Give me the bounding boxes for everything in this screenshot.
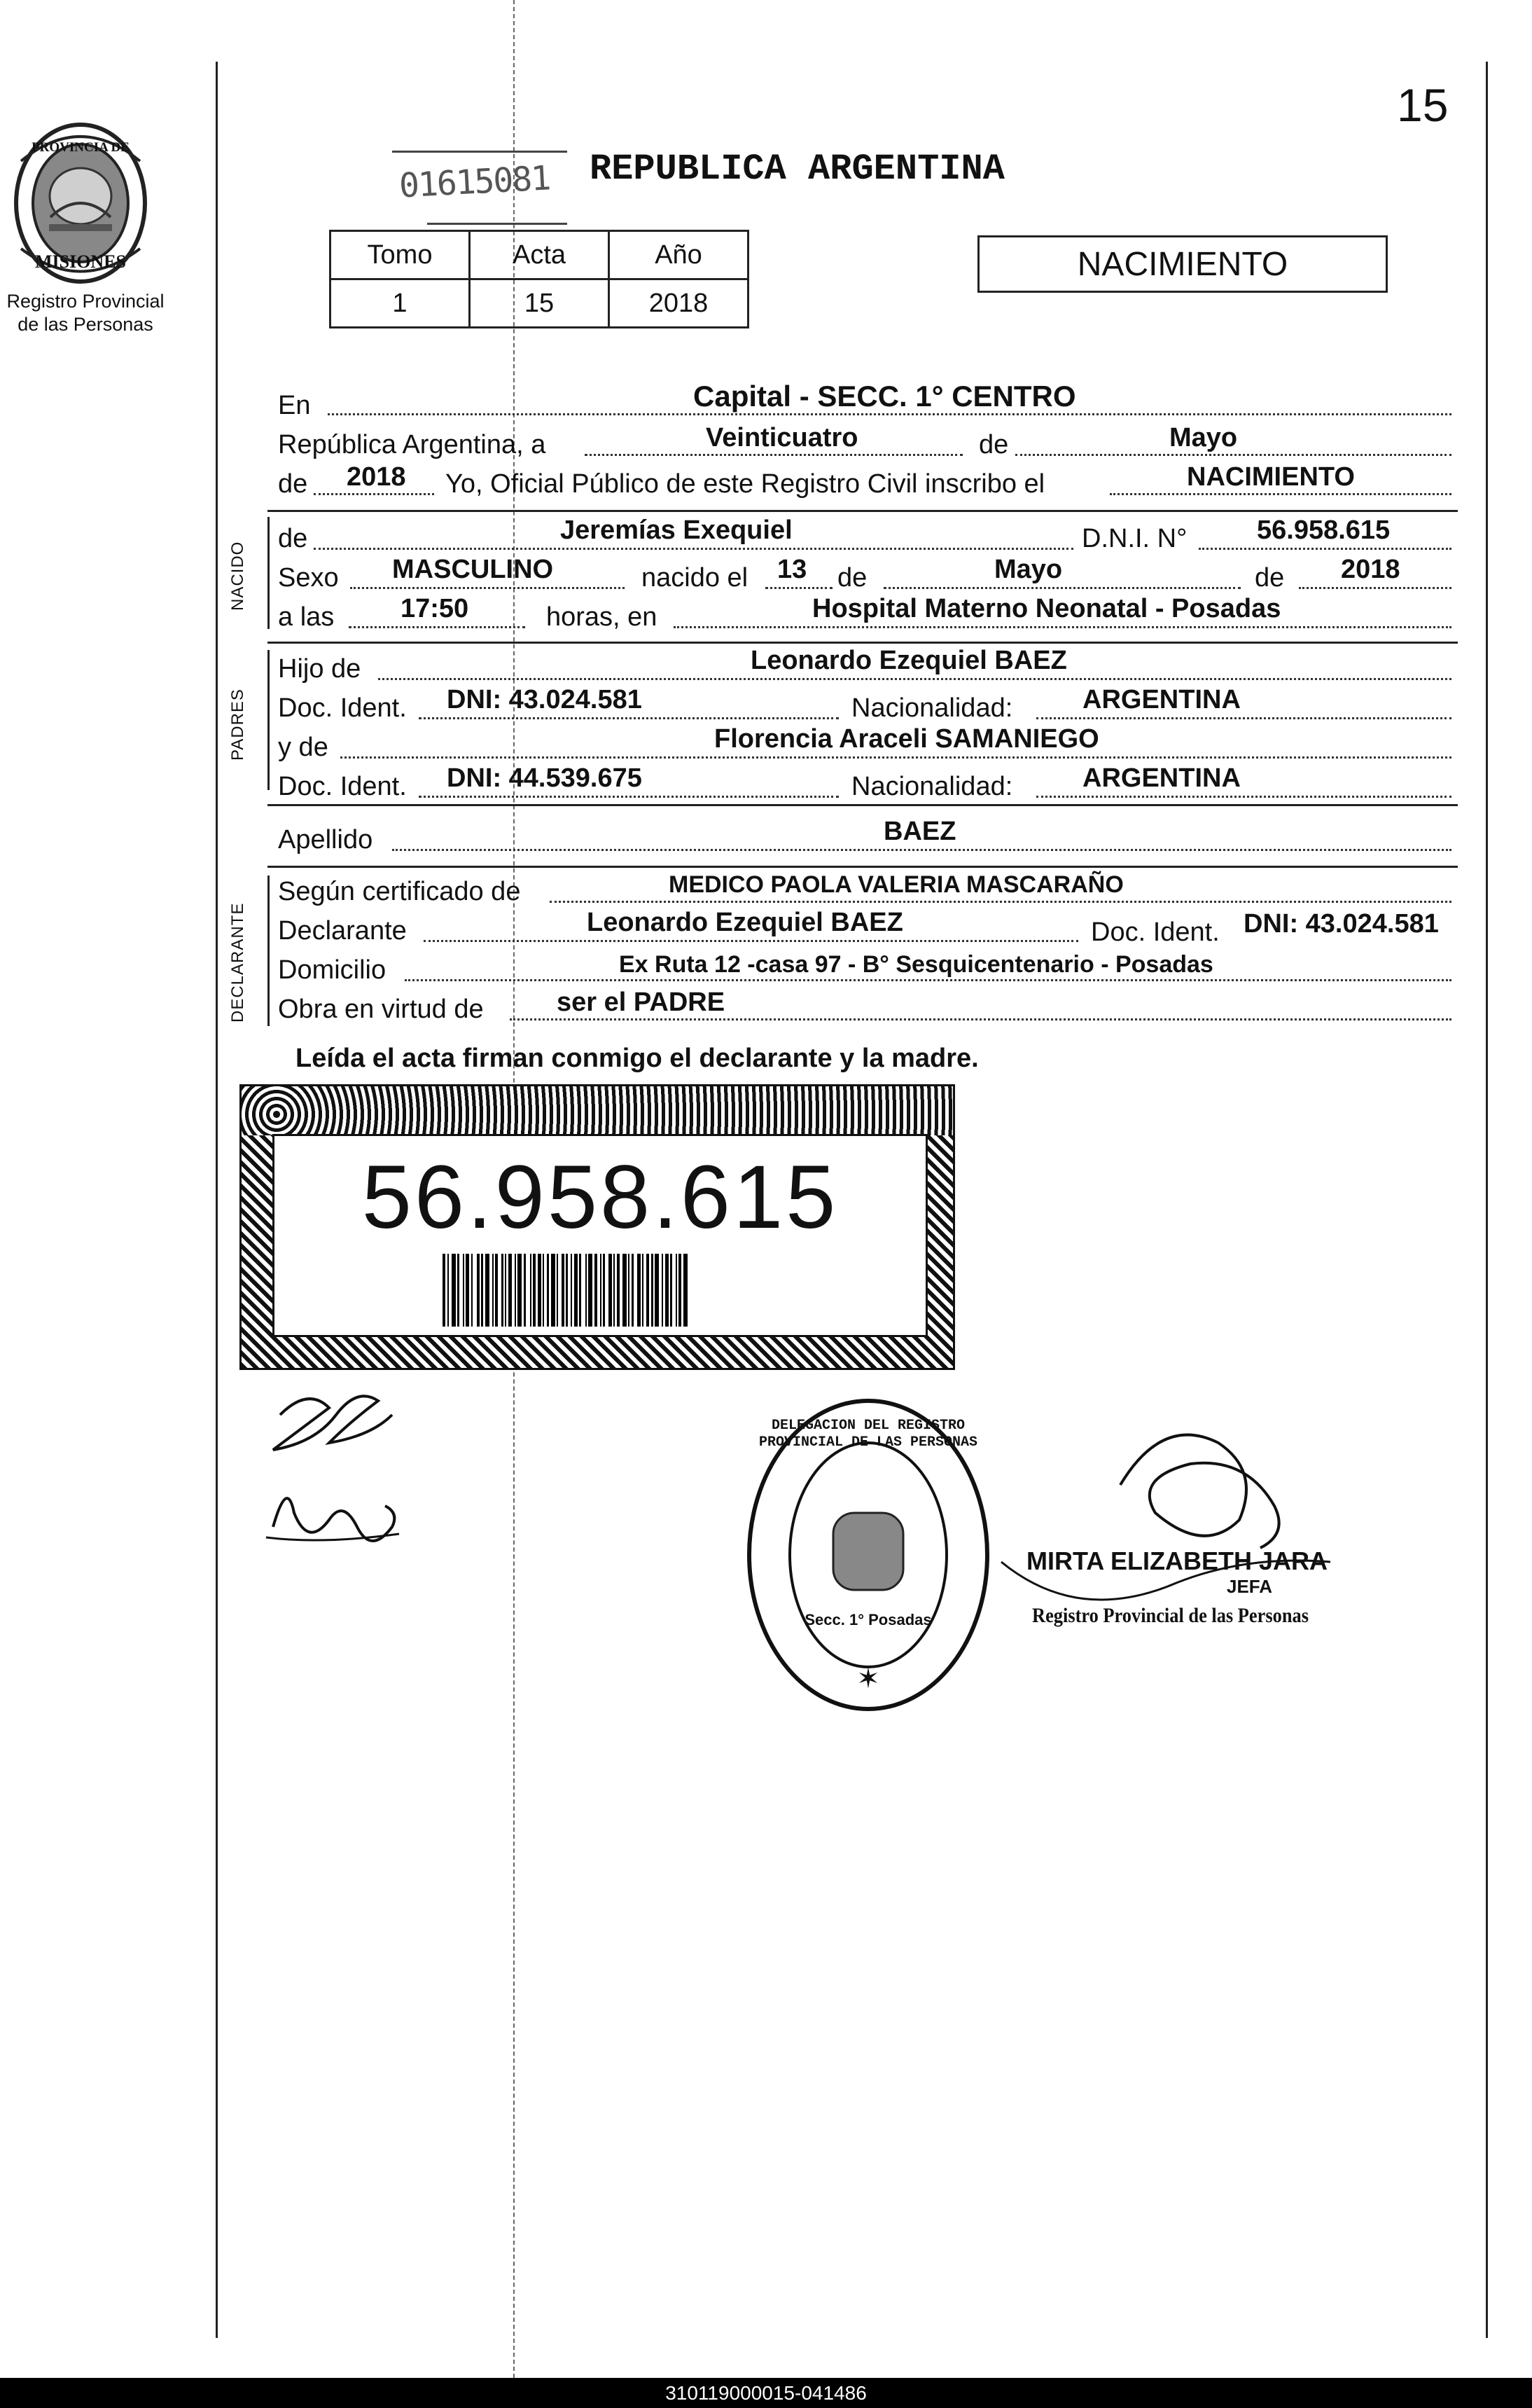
record-type-box	[977, 235, 1388, 293]
nacido-de2-label: de	[837, 563, 868, 593]
footer-code: 310119000015-041486	[665, 2382, 867, 2404]
year-value: 2018	[347, 462, 406, 492]
bmonth-dots	[884, 587, 1241, 589]
place-dots	[674, 626, 1451, 628]
dni-dots	[1199, 548, 1451, 550]
padres-section-label: PADRES	[228, 689, 247, 761]
nacido-de3-label: de	[1255, 563, 1285, 593]
province-crest-icon	[7, 119, 154, 287]
nacido-bracket	[267, 517, 270, 629]
declarante-bracket	[267, 876, 270, 1026]
father-name: Leonardo Ezequiel BAEZ	[751, 646, 1067, 675]
mother-name: Florencia Araceli SAMANIEGO	[714, 724, 1099, 754]
birth-time: 17:50	[401, 594, 469, 623]
anio-header: Año	[609, 231, 748, 279]
record-type: NACIMIENTO	[1077, 245, 1288, 283]
father-doc-dots	[419, 717, 839, 719]
obra-value: ser el PADRE	[557, 988, 725, 1017]
record-kind: NACIMIENTO	[1187, 462, 1355, 492]
nacido-section-label: NACIDO	[228, 541, 247, 611]
apellido-dots	[392, 849, 1451, 851]
declarante-label: Declarante	[278, 916, 407, 946]
obra-label: Obra en virtud de	[278, 995, 484, 1024]
closing-statement: Leída el acta firman conmigo el declarante y la madre.	[295, 1044, 979, 1073]
day-word: Veinticuatro	[706, 423, 858, 452]
yde-label: y de	[278, 733, 328, 762]
padres-top-rule	[267, 642, 1458, 644]
de-label: de	[979, 430, 1009, 459]
father-nat-dots	[1036, 717, 1451, 719]
mother-nat: ARGENTINA	[1082, 763, 1241, 793]
time-dots	[349, 626, 525, 628]
svg-text:PROVINCIA DE: PROVINCIA DE	[32, 140, 130, 155]
bday-dots	[765, 587, 833, 589]
declarante-doc-label: Doc. Ident.	[1091, 918, 1220, 947]
birth-month: Mayo	[994, 555, 1063, 584]
svg-text:✶: ✶	[856, 1663, 880, 1694]
obra-dots	[510, 1018, 1451, 1020]
father-doc-label: Doc. Ident.	[278, 693, 407, 723]
logo-caption-line2: de las Personas	[18, 314, 153, 335]
declarante-doc: DNI: 43.024.581	[1244, 909, 1439, 939]
footer-bar	[0, 2378, 1532, 2408]
sexo-label: Sexo	[278, 563, 339, 593]
birth-day: 13	[777, 555, 807, 584]
de2-label: de	[278, 469, 308, 499]
place-value: Capital - SECC. 1° CENTRO	[693, 380, 1076, 413]
sexo-value: MASCULINO	[392, 555, 554, 584]
signature-scribble-icon	[252, 1373, 420, 1583]
sticker-barcode	[443, 1254, 849, 1327]
cert-dots	[550, 901, 1451, 903]
birth-year: 2018	[1341, 555, 1400, 584]
father-nat-label: Nacionalidad:	[851, 693, 1013, 723]
tomo-header: Tomo	[330, 231, 470, 279]
sticker-pattern-row	[242, 1086, 953, 1135]
month-dots	[1015, 454, 1451, 456]
official-office: Registro Provincial de las Personas	[1032, 1604, 1309, 1627]
svg-text:MISIONES: MISIONES	[34, 251, 127, 272]
name-dots	[314, 548, 1073, 550]
dni-sticker	[239, 1084, 955, 1370]
tomo-value: 1	[330, 279, 470, 328]
left-margin-line	[216, 62, 218, 2338]
dni-label: D.N.I. N°	[1082, 524, 1188, 553]
apellido-value: BAEZ	[884, 817, 956, 846]
declarante-section-label: DECLARANTE	[228, 902, 247, 1023]
republica-label: República Argentina, a	[278, 430, 546, 459]
child-dni: 56.958.615	[1257, 515, 1391, 545]
official-title: JEFA	[1227, 1576, 1273, 1597]
hijo-label: Hijo de	[278, 654, 361, 684]
en-dots	[328, 413, 1451, 415]
right-margin-line	[1486, 62, 1488, 2338]
cert-value: MEDICO PAOLA VALERIA MASCARAÑO	[669, 871, 1124, 898]
cert-label: Según certificado de	[278, 877, 521, 906]
child-name: Jeremías Exequiel	[560, 515, 793, 545]
inscribo-label: Yo, Oficial Público de este Registro Civil inscribo el	[445, 469, 1045, 499]
father-nat: ARGENTINA	[1082, 685, 1241, 714]
birth-place: Hospital Materno Neonatal - Posadas	[812, 594, 1281, 623]
father-doc: DNI: 43.024.581	[447, 685, 642, 714]
serial-stamp-underline	[427, 223, 567, 225]
sexo-dots	[350, 587, 625, 589]
domicilio-value: Ex Ruta 12 -casa 97 - B° Sesquicentenario - Posadas	[619, 951, 1213, 978]
alas-label: a las	[278, 602, 335, 632]
apellido-label: Apellido	[278, 825, 373, 854]
signature-declarante	[252, 1373, 420, 1583]
en-label: En	[278, 391, 311, 420]
kind-dots	[1110, 493, 1451, 495]
mother-nat-dots	[1036, 796, 1451, 798]
declarante-dots	[424, 940, 1078, 942]
nacido-el-label: nacido el	[641, 563, 748, 593]
year-dots	[314, 493, 434, 495]
declarante-name: Leonardo Ezequiel BAEZ	[587, 908, 903, 937]
domicilio-dots	[405, 979, 1451, 981]
acta-value: 15	[470, 279, 609, 328]
padres-bracket	[267, 650, 270, 790]
official-name: MIRTA ELIZABETH JARA	[1026, 1546, 1328, 1575]
nacido-de-label: de	[278, 524, 308, 553]
registry-seal	[742, 1394, 994, 1716]
anio-value: 2018	[609, 279, 748, 328]
mother-dots	[340, 756, 1451, 759]
page-number: 15	[1397, 79, 1449, 131]
mother-doc-label: Doc. Ident.	[278, 772, 407, 801]
mother-doc-dots	[419, 796, 839, 798]
seal-ring-text: DELEGACION DEL REGISTRO PROVINCIAL DE LAS PERSONAS	[758, 1418, 978, 1451]
nacido-top-rule	[267, 510, 1458, 512]
logo-caption-line1: Registro Provincial	[6, 291, 165, 312]
country-title: REPUBLICA ARGENTINA	[590, 148, 1005, 190]
serial-stamp: 01615081	[398, 158, 551, 206]
declarante-top-rule	[267, 866, 1458, 868]
apellido-top-rule	[267, 804, 1458, 806]
sticker-white-panel	[272, 1134, 928, 1337]
province-logo	[7, 119, 154, 287]
acta-header: Acta	[470, 231, 609, 279]
mother-doc: DNI: 44.539.675	[447, 763, 642, 793]
byear-dots	[1299, 587, 1451, 589]
record-box	[329, 230, 749, 328]
horas-label: horas, en	[546, 602, 657, 632]
seal-inner-text: Secc. 1° Posadas	[805, 1611, 932, 1628]
day-dots	[585, 454, 963, 456]
domicilio-label: Domicilio	[278, 955, 387, 985]
month-value: Mayo	[1169, 423, 1238, 452]
serial-stamp-rule	[392, 151, 567, 153]
mother-nat-label: Nacionalidad:	[851, 772, 1013, 801]
sticker-dni-number: 56.958.615	[361, 1147, 839, 1247]
father-dots	[378, 678, 1451, 680]
